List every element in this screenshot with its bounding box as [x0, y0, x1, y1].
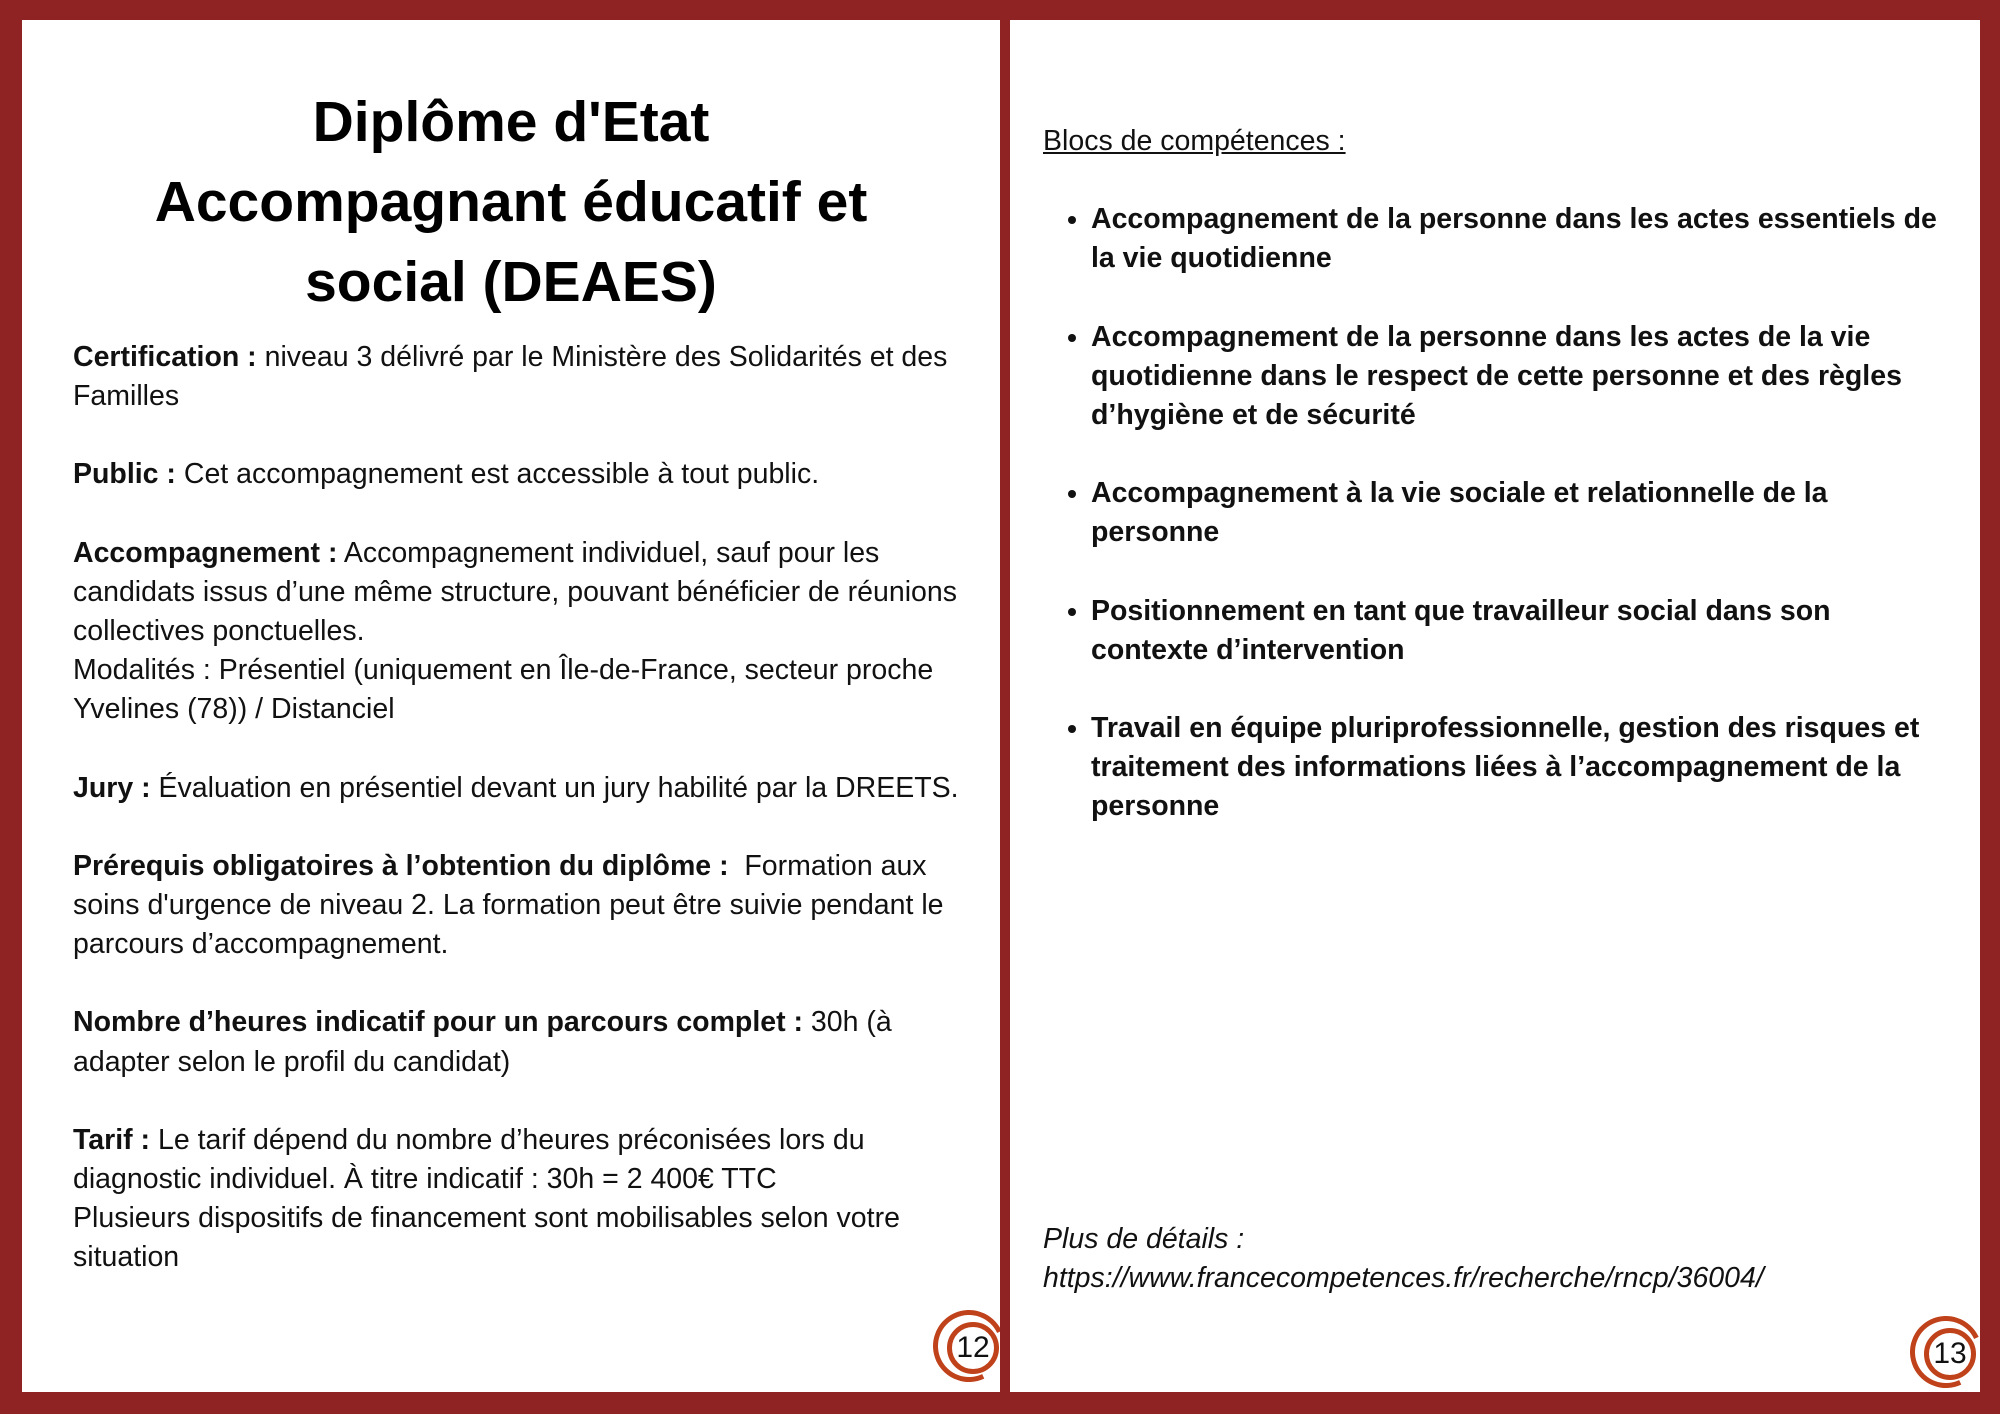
- list-item: • Accompagnement de la personne dans les actes essentiels de la vie quotidienne: [1091, 200, 1943, 278]
- list-item: • Positionnement en tant que travailleur social dans son contexte d’intervention: [1091, 592, 1943, 670]
- section-text: niveau 3 délivré par le Ministère des Solidarités et des Familles: [73, 341, 948, 413]
- section-label: Accompagnement :: [73, 536, 338, 569]
- section-text: Cet accompagnement est accessible à tout public.: [175, 458, 820, 491]
- info-sections: [73, 338, 993, 1317]
- left-page: [22, 20, 1000, 1392]
- section-extra: Modalités : Présentiel (uniquement en Île-de-France, secteur proche Yvelines (78)) / Distanciel: [73, 654, 934, 726]
- list-item: • Accompagnement à la vie sociale et relationnelle de la personne: [1091, 474, 1943, 552]
- section-text: 30h (à adapter selon le profil du candidat): [73, 1006, 892, 1078]
- section-jury: [73, 769, 993, 808]
- blocs-heading: Blocs de compétences :: [1043, 125, 1346, 157]
- section-accompagnement: [73, 534, 993, 730]
- section-prerequis: [73, 847, 993, 965]
- section-label: Nombre d’heures indicatif pour un parcours complet :: [73, 1006, 804, 1039]
- list-item: • Accompagnement de la personne dans les actes de la vie quotidienne dans le respect de cette personne et des règles d’hygiène et de sécurité: [1091, 318, 1943, 436]
- section-text: Le tarif dépend du nombre d’heures préconisées lors du diagnostic individuel. À titre indicatif : 30h = 2 400€ TTC: [73, 1123, 865, 1196]
- section-public: [73, 455, 993, 494]
- title-line-2: Accompagnant éducatif et: [154, 170, 868, 234]
- page-number: 12: [947, 1322, 999, 1374]
- page-number-badge: [1910, 1316, 1980, 1388]
- section-label: Jury :: [73, 771, 151, 804]
- title-line-3: social (DEAES): [305, 250, 717, 314]
- section-tarif: [73, 1121, 993, 1278]
- page-number: 13: [1924, 1328, 1976, 1380]
- blocs-section: [1043, 122, 1943, 866]
- details-label: Plus de détails :: [1043, 1223, 1245, 1255]
- section-label: Tarif :: [73, 1123, 151, 1156]
- list-item: • Travail en équipe pluriprofessionnelle, gestion des risques et traitement des informations liées à l’accompagnement de la personne: [1091, 709, 1943, 827]
- section-label: Prérequis obligatoires à l’obtention du diplôme :: [73, 849, 729, 882]
- section-heures: [73, 1003, 993, 1081]
- page-number-badge: [933, 1310, 1000, 1382]
- section-label: Public :: [73, 458, 176, 491]
- section-text: Formation aux soins d'urgence de niveau 2. La formation peut être suivie pendant le parcours d’accompagnement.: [73, 849, 952, 961]
- section-text: Évaluation en présentiel devant un jury habilité par la DREETS.: [150, 771, 959, 804]
- details-link[interactable]: https://www.francecompetences.fr/recherche/rncp/36004/: [1043, 1262, 1764, 1295]
- section-text: Accompagnement individuel, sauf pour les candidats issus d’une même structure, pouvant bénéficier de réunions collectives ponctuelles.: [73, 536, 958, 648]
- title-line-1: Diplôme d'Etat: [312, 90, 710, 154]
- blocs-list: [1043, 200, 1943, 826]
- section-certification: [73, 338, 993, 416]
- right-page: [1010, 20, 1980, 1392]
- details-block: [1043, 1220, 1943, 1298]
- section-label: Certification :: [73, 341, 257, 373]
- section-extra: Plusieurs dispositifs de financement sont mobilisables selon votre situation: [73, 1202, 900, 1274]
- page-title: [22, 82, 1000, 322]
